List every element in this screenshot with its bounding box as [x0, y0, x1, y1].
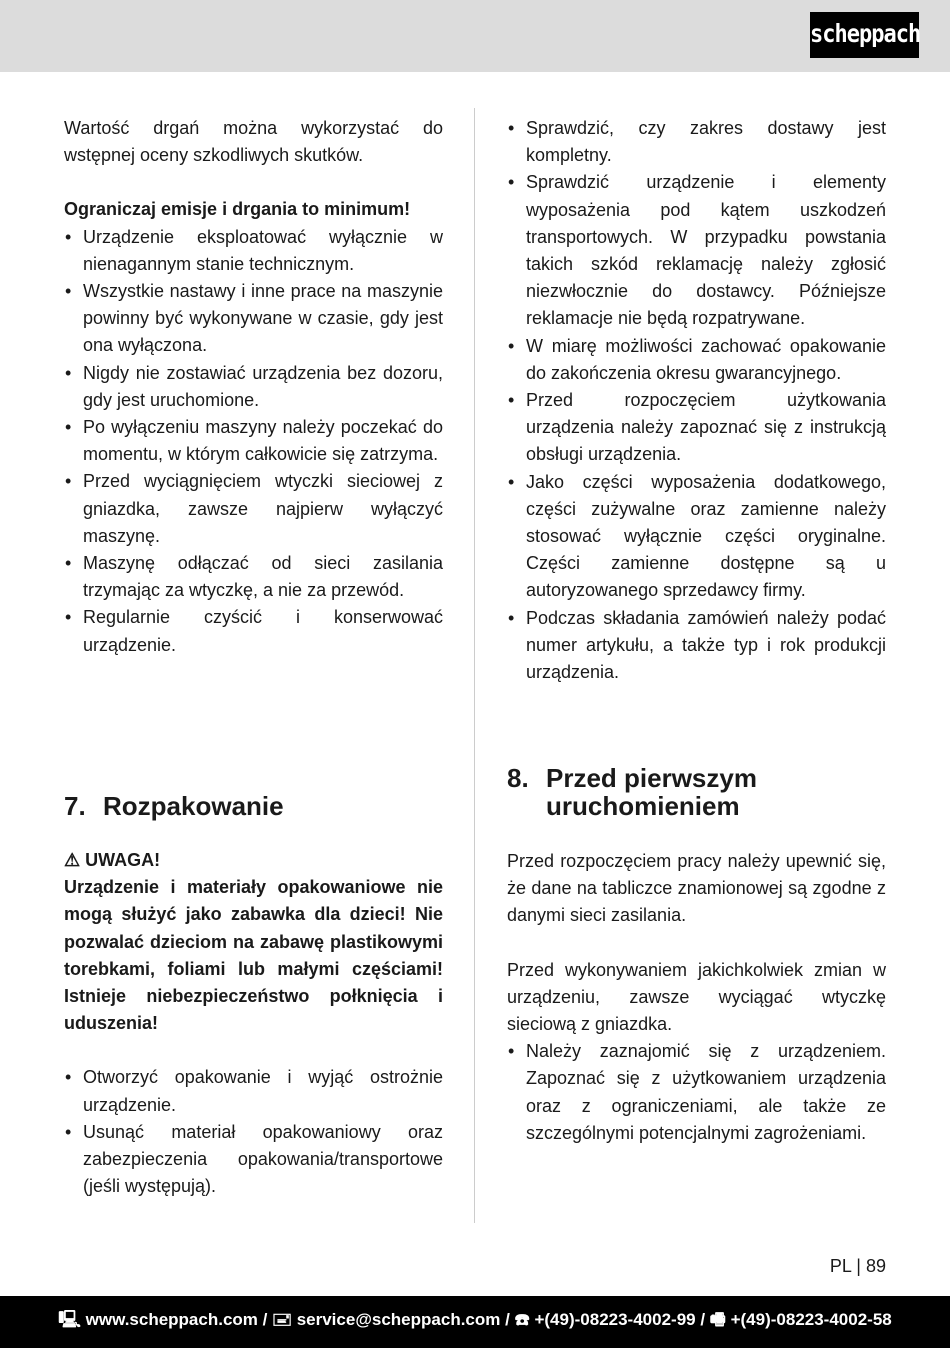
fax-icon: 🖷 [709, 1310, 726, 1329]
paragraph: Przed wykonywaniem jakichkolwiek zmian w urządzeniu, zawsze wyciągać wtyczkę sieciową z gniazdka. [507, 959, 886, 1035]
header-bar [0, 0, 950, 72]
list-item: • Otworzyć opakowanie i wyjąć ostrożnie urządzenie. [64, 1064, 443, 1118]
list-item: • W miarę możliwości zachować opakowanie do zakończenia okresu gwarancyjnego. [507, 333, 886, 387]
separator: | [856, 1256, 861, 1276]
list-item: • Należy zaznajomić się z urządzeniem. Zapoznać się z użytkowaniem urządzenia oraz z ograniczeniami, ale także ze szczególnymi potencjalnymi zagrożeniami. [507, 1038, 886, 1147]
list-item: • Wszystkie nastawy i inne prace na maszynie powinny być wykonywane w czasie, gdy jest ona wyłączona. [64, 278, 443, 360]
footer-contact-bar [0, 1296, 950, 1348]
warning-label [64, 847, 443, 874]
limit-heading: Ograniczaj emisje i drgania to minimum! [64, 199, 411, 220]
list-item: • Regularnie czyścić i konserwować urządzenie. [64, 604, 443, 658]
section-7-heading [64, 792, 443, 820]
warning-text: Urządzenie i materiały opakowaniowe nie mogą służyć jako zabawka dla dzieci! Nie pozwalać dzieciom na zabawę plastikowymi torebkami, foliami lub małymi częściami! Istnieje niebezpieczeństwo połknięcia i uduszenia! [64, 877, 443, 1034]
unpack-list [64, 1064, 443, 1200]
list-item: • Jako części wyposażenia dodatkowego, części zużywalne oraz zamienne należy stosować wyłącznie części oryginalne. Części zamienne dostępne są u autoryzowanego sprzedawcy firmy. [507, 469, 886, 605]
intro-paragraph: Wartość drgań można wykorzystać do wstępnej oceny szkodliwych skutków. [64, 118, 443, 166]
language-code: PL [829, 1256, 852, 1276]
list-item: • Przed rozpoczęciem użytkowania urządzenia należy zapoznać się z instrukcją obsługi urządzenia. [507, 387, 886, 469]
warning-text-label: UWAGA! [85, 850, 161, 870]
fax-number: +(49)-08223-4002-58 [730, 1310, 892, 1329]
separator: / [695, 1310, 710, 1329]
list-item: • Urządzenie eksploatować wyłącznie w nienagannym stanie technicznym. [64, 224, 443, 278]
list-item: • Podczas składania zamówień należy podać numer artykułu, a także typ i rok produkcji urządzenia. [507, 605, 886, 687]
section-8-heading [507, 764, 886, 820]
separator: / [500, 1310, 515, 1329]
section-title: Przed pierwszym uruchomieniem [546, 763, 757, 821]
limit-list [64, 224, 443, 659]
scheppach-logo: scheppach [810, 12, 919, 58]
phone-icon: ☎ [514, 1310, 530, 1329]
section-number: 8. [507, 763, 529, 793]
final-list [507, 1038, 886, 1147]
list-item: • Maszynę odłączać od sieci zasilania trzymając za wtyczkę, a nie za przewód. [64, 550, 443, 604]
column-divider [474, 108, 475, 1223]
separator: / [257, 1310, 273, 1329]
list-item: • Przed wyciągnięciem wtyczki sieciowej z gniazdka, zawsze najpierw wyłączyć maszynę. [64, 468, 443, 550]
list-item: • Usunąć materiał opakowaniowy oraz zabezpieczenia opakowania/transportowe (jeśli występują). [64, 1119, 443, 1201]
section-title: Rozpakowanie [103, 791, 284, 821]
check-list [507, 115, 886, 686]
paragraph: Przed rozpoczęciem pracy należy upewnić się, że dane na tabliczce znamionowej są zgodne z danymi sieci zasilania. [507, 851, 886, 926]
page-number [830, 1256, 886, 1277]
website-link[interactable]: www.scheppach.com [85, 1310, 258, 1329]
list-item: • Sprawdzić urządzenie i elementy wyposażenia pod kątem uszkodzeń transportowych. W przypadku powstania takich szkód reklamację należy zgłosić niezwłocznie do dostawcy. Późniejsze reklamacje nie będą rozpatrywane. [507, 169, 886, 332]
phone-number: +(49)-08223-4002-99 [534, 1310, 696, 1329]
section-number: 7. [64, 791, 86, 821]
computer-icon: 🖳 [58, 1310, 81, 1329]
list-item: • Po wyłączeniu maszyny należy poczekać do momentu, w którym całkowicie się zatrzyma. [64, 414, 443, 468]
warning-icon: ⚠ [64, 850, 81, 870]
email-link[interactable]: service@scheppach.com [296, 1310, 501, 1329]
page-number-value: 89 [865, 1256, 886, 1276]
list-item: • Sprawdzić, czy zakres dostawy jest kompletny. [507, 115, 886, 169]
mail-icon: 🖃 [272, 1310, 292, 1329]
list-item: • Nigdy nie zostawiać urządzenia bez dozoru, gdy jest uruchomione. [64, 360, 443, 414]
